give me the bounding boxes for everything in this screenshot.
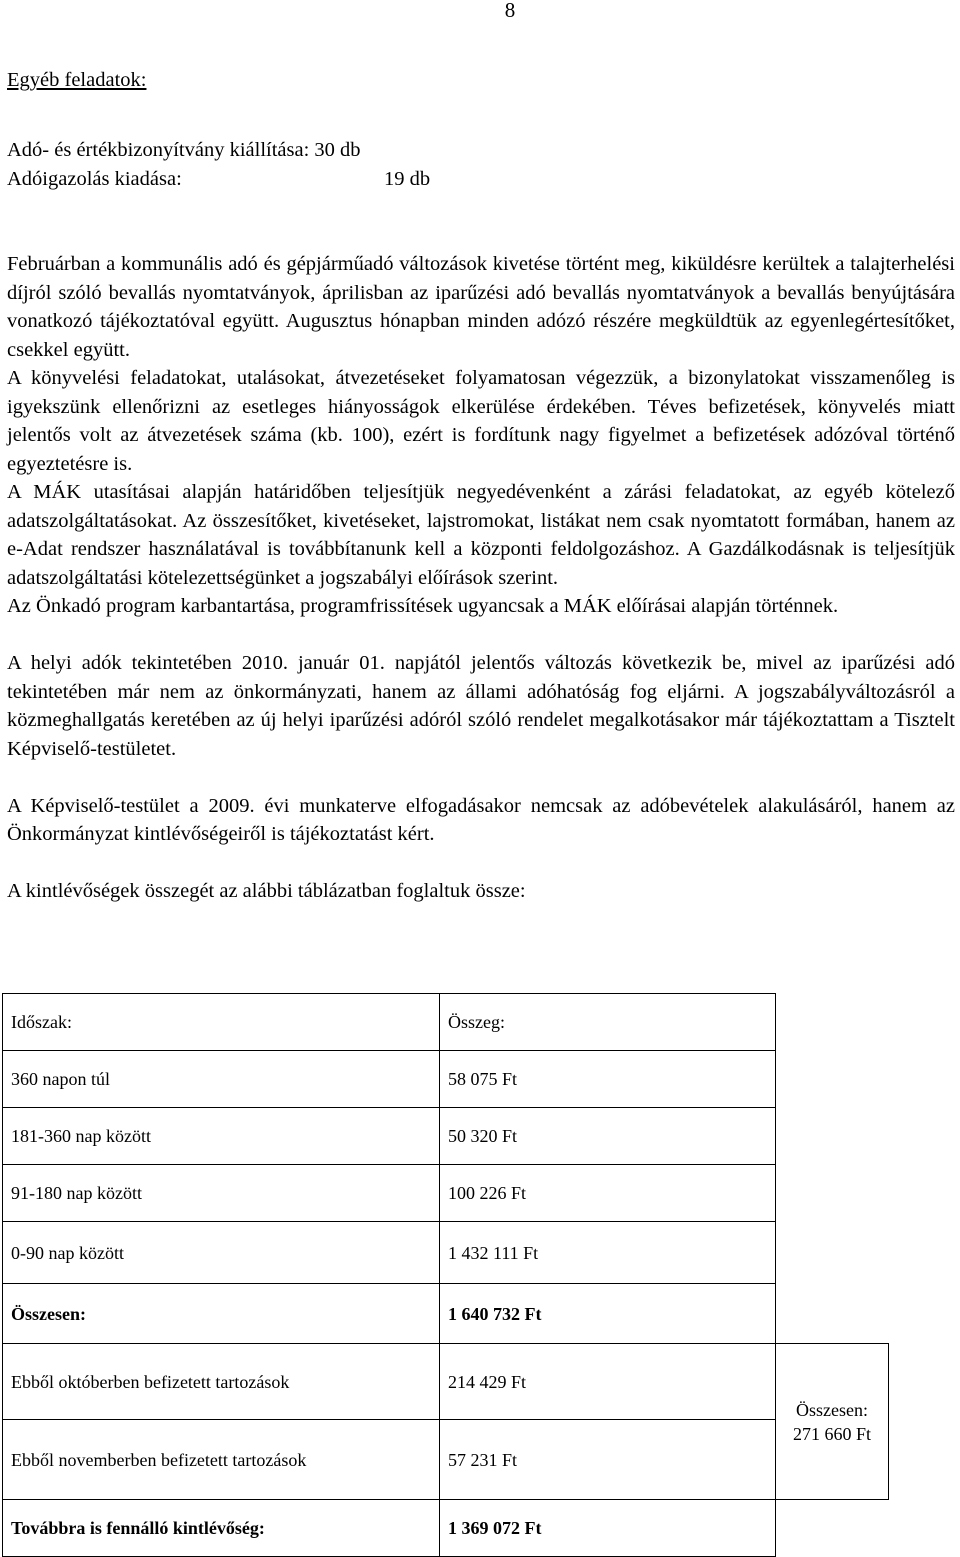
row-period: 360 napon túl xyxy=(3,1051,440,1108)
row-period: 181-360 nap között xyxy=(3,1108,440,1165)
paid-total-amount: 271 660 Ft xyxy=(792,1423,871,1444)
table-row-november xyxy=(3,1420,889,1500)
paragraph-table-intro: A kintlévőségek összegét az alábbi táblázatban foglaltuk össze: xyxy=(7,880,526,902)
row-period: 0-90 nap között xyxy=(3,1222,440,1284)
paragraph-work-plan: A Képviselő-testület a 2009. évi munkaterve elfogadásakor nemcsak az adóbevételek alakulásáról, hanem az Önkormányzat kintlévőségeiről is tájékoztatást kért. xyxy=(7,794,955,845)
table-header-row xyxy=(3,994,889,1051)
header-period: Időszak: xyxy=(3,994,440,1051)
total-amount: 1 640 732 Ft xyxy=(440,1284,776,1344)
stat-label: Adó- és értékbizonyítvány kiállítása: xyxy=(7,139,310,161)
table-remaining-row xyxy=(3,1500,889,1557)
november-label: Ebből novemberben befizetett tartozások xyxy=(3,1420,440,1500)
header-amount: Összeg: xyxy=(440,994,776,1051)
receivables-table xyxy=(2,993,889,1557)
total-label: Összesen: xyxy=(3,1284,440,1344)
paragraph-february: Februárban a kommunális adó és gépjárműadó változások kivetése történt meg, kiküldésre kerültek a talajterhelési díjról szóló bevallás nyomtatványok, áprilisban az iparűzési adó bevallás nyomtatványok a bevallás benyújtására vonatkozó tájékoztatóval együtt. Augusztus hónapban minden adózó részére megküldtük az egyenlegértesítőket, csekkel együtt. xyxy=(7,253,955,361)
paragraph-local-taxes: A helyi adók tekintetében 2010. január 01. napjától jelentős változás következik be, mivel az iparűzési adó tekintetében már nem az önkormányzati, hanem az állami adóhatóság fog eljárni. A jogszabályváltozásról a közmeghallgatás keretében az új helyi iparűzési adóról szóló rendelet megalkotásakor már tájékoztattam a Tisztelt Képviselő-testületet. xyxy=(7,652,955,760)
paragraph-mak: A MÁK utasításai alapján határidőben teljesítjük negyedévenként a zárási feladatokat, az egyéb kötelező adatszolgáltatásokat. Az összesítőket, kivetéseket, lajstromokat, listákat nem csak nyomtatott formában, hanem az e-Adat rendszer használatával is továbbítanunk kell a központi feldolgozáshoz. A Gazdálkodásnak is teljesítjük adatszolgáltatási kötelezettségünket a jogszabályi előírások szerint. xyxy=(7,481,955,589)
stat-row-certificates xyxy=(7,136,955,165)
october-amount: 214 429 Ft xyxy=(440,1344,776,1420)
page-number: 8 xyxy=(504,0,516,22)
october-label: Ebből októberben befizetett tartozások xyxy=(3,1344,440,1420)
table-row xyxy=(3,1108,889,1165)
row-amount: 100 226 Ft xyxy=(440,1165,776,1222)
row-period: 91-180 nap között xyxy=(3,1165,440,1222)
section-heading: Egyéb feladatok: xyxy=(7,69,147,91)
row-amount: 58 075 Ft xyxy=(440,1051,776,1108)
table-row xyxy=(3,1222,889,1284)
table-row xyxy=(3,1165,889,1222)
table-row-october xyxy=(3,1344,889,1420)
paragraph-onkado: Az Önkadó program karbantartása, programfrissítések ugyancsak a MÁK előírásai alapján történnek. xyxy=(7,595,839,617)
paragraph-bookkeeping: A könyvelési feladatokat, utalásokat, átvezetéseket folyamatosan végezzük, a bizonylatokat visszamenőleg is igyekszünk ellenőrizni az esetleges hiányosságok elkerülése érdekében. Téves befizetések, könyvelés miatt jelentős volt az átvezetések száma (kb. 100), ezért is fordítunk nagy figyelmet a befizetések adózóval történő egyeztetésre is. xyxy=(7,367,955,475)
paid-total-cell xyxy=(776,1344,889,1500)
row-amount: 1 432 111 Ft xyxy=(440,1222,776,1284)
stat-row-tax-certificates xyxy=(7,165,955,194)
table-total-row xyxy=(3,1284,889,1344)
remaining-label: Továbbra is fennálló kintlévőség: xyxy=(3,1500,440,1557)
remaining-amount: 1 369 072 Ft xyxy=(440,1500,776,1557)
paid-total-label: Összesen: xyxy=(796,1399,868,1420)
stat-value: 19 db xyxy=(384,167,431,190)
november-amount: 57 231 Ft xyxy=(440,1420,776,1500)
document-body xyxy=(7,66,955,906)
table-row xyxy=(3,1051,889,1108)
stat-label: Adóigazolás kiadása: xyxy=(7,167,182,190)
stat-value: 30 db xyxy=(314,139,361,161)
row-amount: 50 320 Ft xyxy=(440,1108,776,1165)
